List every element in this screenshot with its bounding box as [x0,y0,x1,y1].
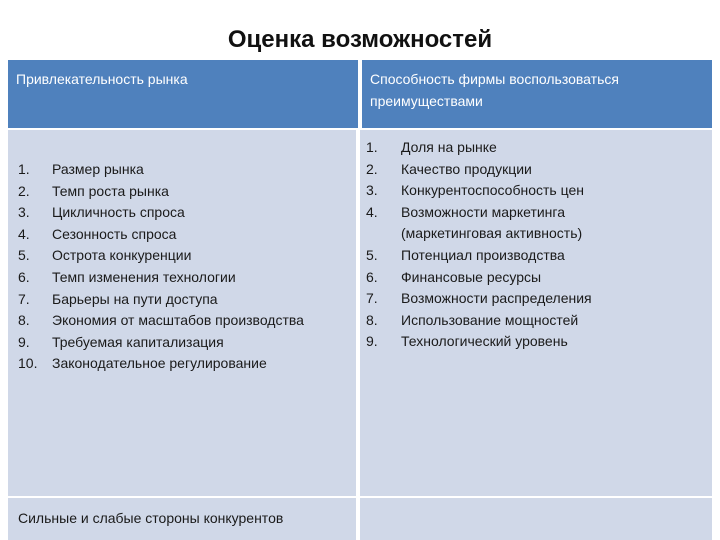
list-item: 1. Размер рынка [18,161,144,177]
opportunity-table [8,60,712,540]
list-item: 10. Законодательное регулирование [18,355,267,372]
list-item: 9. Технологический уровень [366,333,568,350]
firm-ability-list [366,137,712,353]
list-item: (маркетинговая активность) [401,225,583,242]
header-market-attractiveness: Привлекательность рынка [8,60,358,128]
market-attractiveness-cell [8,130,358,496]
competitors-strengths-cell: Сильные и слабые стороны конкурентов [8,498,358,540]
list-item: 7. Возможности распределения [366,290,592,307]
list-item: 3. Цикличность спроса [18,204,185,221]
list-item: 5. Острота конкуренции [18,247,192,264]
market-attractiveness-list [18,159,356,375]
firm-ability-cell [360,130,712,496]
empty-cell [360,498,712,540]
page-title: Оценка возможностей [227,26,493,53]
list-item: 1. Доля на рынке [366,139,497,155]
header-firm-ability: Способность фирмы воспользоваться преимуществами [360,60,712,128]
list-item: 6. Финансовые ресурсы [366,268,542,285]
list-item: 9. Требуемая капитализация [18,333,224,350]
list-item: 7. Барьеры на пути доступа [18,290,218,307]
list-item: 8. Экономия от масштабов производства [18,312,304,329]
list-item: 2. Качество продукции [366,160,532,177]
list-item: 3. Конкурентоспособность цен [366,182,584,199]
list-item: 4. Сезонность спроса [18,225,177,242]
list-item: 5. Потенциал производства [366,246,565,263]
list-item: 4. Возможности маркетинга [366,203,565,220]
list-item: 2. Темп роста рынка [18,182,169,199]
list-item: 8. Использование мощностей [366,311,579,328]
list-item: 6. Темп изменения технологии [18,268,236,285]
